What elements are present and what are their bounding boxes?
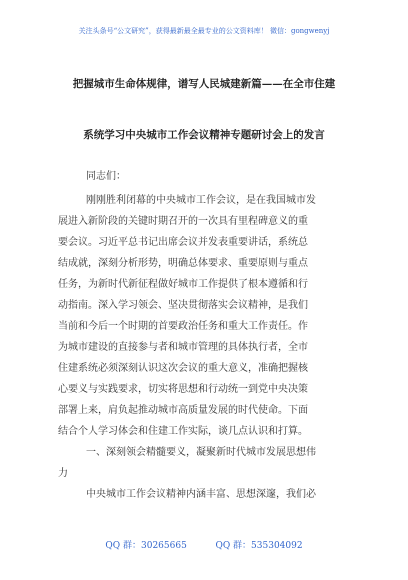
paragraph-line: 部署上来，肩负起推动城市高质量发展的时代使命。下面 [58, 405, 308, 416]
section-heading-line: 一、深刻领会精髓要义，凝聚新时代城市发展思想伟 [86, 447, 316, 458]
paragraph-line: 当前和今后一个时期的首要政治任务和重大工作责任。作 [58, 321, 308, 332]
document-body [58, 190, 354, 505]
document-title-line1: 把握城市生命体规律，谱写人民城建新篇——在全市住建 [72, 78, 336, 90]
greeting: 同志们： [86, 171, 126, 182]
footer-qq-group-2: QQ 群：535304092 [215, 541, 303, 551]
paragraph-line: 结成就，深刻分析形势，明确总体要求、重要原则与重点 [58, 258, 308, 269]
paragraph-line: 任务，为新时代新征程做好城市工作提供了根本遵循和行 [58, 279, 308, 290]
paragraph-line: 住建系统必须深刻认识这次会议的重大意义，准确把握核 [58, 363, 308, 374]
paragraph-line: 中央城市工作会议精神内涵丰富、思想深邃，我们必 [86, 489, 316, 500]
footer [0, 538, 408, 551]
paragraph-line: 结合个人学习体会和住建工作实际，谈几点认识和打算。 [58, 426, 308, 437]
paragraph-line: 动指南。深入学习领会、坚决贯彻落实会议精神，是我们 [58, 300, 308, 311]
header-note: 关注头条号“公文研究”，获得最新最全最专业的公文资料库！ 微信：gongwenyj [78, 27, 330, 35]
paragraph-line: 心要义与实践要求，切实将思想和行动统一到党中央决策 [58, 384, 308, 395]
paragraph-line: 刚刚胜利闭幕的中央城市工作会议，是在我国城市发 [86, 195, 316, 206]
paragraph-line: 要会议。习近平总书记出席会议并发表重要讲话，系统总 [58, 237, 308, 248]
paragraph-line: 为城市建设的直接参与者和城市管理的具体执行者，全市 [58, 342, 308, 353]
document-title-line2: 系统学习中央城市工作会议精神专题研讨会上的发言 [83, 129, 325, 141]
section-heading-line: 力 [58, 468, 68, 479]
footer-qq-group-1: QQ 群：30265665 [105, 541, 187, 551]
paragraph-line: 展进入新阶段的关键时期召开的一次具有里程碑意义的重 [58, 216, 308, 227]
